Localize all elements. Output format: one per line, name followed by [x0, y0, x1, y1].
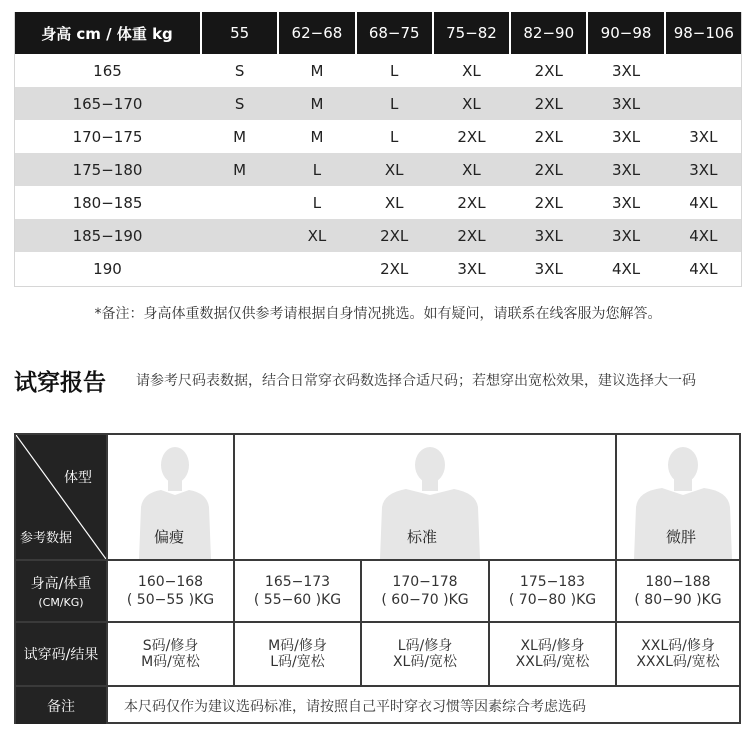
table-cell: 3XL: [611, 61, 641, 80]
measure-cell: [617, 561, 739, 621]
measure-cell: [362, 561, 488, 621]
table-cell: 4XL: [611, 259, 641, 278]
header-cell: 身高 cm / 体重 kg: [14, 12, 201, 54]
height-range: 160−168: [137, 574, 204, 590]
table-cell: 2XL: [510, 153, 587, 186]
table-cell: 165: [93, 61, 122, 80]
table-cell: XL: [278, 219, 355, 252]
table-cell: 2XL: [510, 87, 587, 120]
header-cell: 62−68: [278, 12, 355, 54]
table-row: [14, 54, 742, 87]
table-cell: 2XL: [356, 219, 433, 252]
grid-line: [16, 621, 739, 623]
table-cell: L: [312, 193, 322, 212]
table-cell: M: [310, 127, 324, 146]
grid-line: [16, 559, 739, 561]
header-cell: 68−75: [356, 12, 433, 54]
weight-range: ( 50−55 )KG: [126, 592, 215, 608]
table-cell: 3XL: [611, 127, 641, 146]
table-row: [14, 186, 742, 219]
grid-line: [615, 435, 617, 685]
remark-row-label: 备注: [16, 687, 106, 724]
table-cell: 3XL: [587, 87, 664, 120]
table-cell: 4XL: [689, 259, 718, 278]
table-cell: [278, 252, 355, 285]
measure-label: 身高/体重: [30, 576, 92, 592]
table-cell: 2XL: [534, 127, 563, 146]
measure-row-label: [16, 561, 106, 621]
table-cell: 190: [93, 259, 122, 278]
table-cell: M: [233, 127, 247, 146]
table-row: [14, 219, 742, 252]
table-cell: L: [356, 87, 433, 120]
table-row: [14, 252, 742, 285]
fit-loose: XL码/宽松: [392, 654, 458, 670]
height-range: 180−188: [645, 574, 711, 590]
table-cell: 4XL: [665, 219, 742, 252]
table-cell: [201, 219, 278, 252]
result-cell: [108, 623, 233, 685]
size-chart-header-row: [14, 12, 742, 54]
height-range: 165−173: [264, 574, 331, 590]
table-cell: L: [278, 153, 355, 186]
grid-line: [360, 559, 362, 685]
grid-line: [233, 435, 235, 685]
result-cell: [235, 623, 360, 685]
result-cell: [362, 623, 488, 685]
table-cell: 2XL: [534, 61, 563, 80]
report-title: 试穿报告: [14, 370, 106, 396]
header-cell: 98−106: [665, 12, 742, 54]
table-cell: 2XL: [433, 219, 510, 252]
result-cell: [490, 623, 615, 685]
corner-reference-label: 参考数据: [20, 531, 73, 546]
height-range: 175−183: [519, 574, 586, 590]
table-cell: 3XL: [689, 127, 718, 146]
table-cell: [201, 252, 278, 285]
measure-cell: [108, 561, 233, 621]
table-cell: XL: [433, 87, 510, 120]
table-cell: 3XL: [534, 259, 563, 278]
table-cell: 2XL: [457, 127, 486, 146]
corner-body-type-label: 体型: [64, 470, 92, 486]
table-cell: XL: [356, 153, 433, 186]
table-cell: 3XL: [457, 259, 486, 278]
measure-cell: [490, 561, 615, 621]
fit-loose: XXL码/宽松: [515, 654, 590, 670]
table-cell: [201, 186, 278, 219]
fit-slim: S码/修身: [142, 638, 199, 654]
body-type-plus: 微胖: [666, 528, 697, 546]
table-cell: 4XL: [689, 193, 718, 212]
table-cell: 170−175: [72, 127, 143, 146]
size-chart-table: [14, 12, 742, 285]
table-cell: 2XL: [534, 193, 563, 212]
table-cell: 3XL: [587, 153, 664, 186]
table-cell: XL: [462, 61, 481, 80]
result-row-label: 试穿码/结果: [16, 623, 106, 685]
report-subtitle: 请参考尺码表数据，结合日常穿衣码数选择合适尺码；若想穿出宽松效果，建议选择大一码: [136, 373, 696, 389]
table-cell: 185−190: [14, 219, 201, 252]
fit-loose: XXXL码/宽松: [636, 654, 720, 670]
table-cell: M: [201, 153, 278, 186]
table-cell: 3XL: [665, 153, 742, 186]
header-cell: 90−98: [587, 12, 664, 54]
table-cell: 165−170: [14, 87, 201, 120]
table-cell: 3XL: [510, 219, 587, 252]
table-cell: 3XL: [611, 193, 641, 212]
table-cell: XL: [384, 193, 404, 212]
table-cell: S: [234, 61, 245, 80]
table-cell: 180−185: [72, 193, 143, 212]
table-row: [14, 120, 742, 153]
table-cell: XL: [433, 153, 510, 186]
table-cell: [665, 54, 742, 87]
table-cell: L: [390, 127, 399, 146]
table-cell: L: [390, 61, 399, 80]
weight-range: ( 80−90 )KG: [634, 592, 722, 608]
table-cell: M: [310, 61, 324, 80]
remark-text: 本尺码仅作为建议选码标准，请按照自己平时穿衣习惯等因素综合考虑选码: [124, 698, 586, 715]
fitting-report-table: [14, 433, 741, 724]
fit-slim: XXL码/修身: [641, 638, 715, 654]
grid-line: [16, 685, 739, 687]
corner-header: [16, 435, 106, 559]
body-type-slim: 偏瘦: [154, 528, 185, 546]
height-range: 170−178: [392, 574, 458, 590]
fit-loose: M码/宽松: [141, 654, 200, 670]
table-cell: M: [278, 87, 355, 120]
table-cell: [665, 87, 742, 120]
fit-slim: L码/修身: [397, 638, 453, 654]
table-row: [14, 153, 742, 186]
fit-loose: L码/宽松: [270, 654, 325, 670]
table-row: [14, 87, 742, 120]
fit-slim: M码/修身: [268, 638, 327, 654]
size-chart-note: *备注：身高体重数据仅供参考请根据自身情况挑选。如有疑问，请联系在线客服为您解答。: [94, 306, 662, 322]
table-cell: 3XL: [587, 219, 664, 252]
table-cell: 175−180: [14, 153, 201, 186]
measure-unit: (CM/KG): [38, 596, 84, 609]
grid-line: [488, 559, 490, 685]
measure-cell: [235, 561, 360, 621]
header-cell: 82−90: [510, 12, 587, 54]
table-cell: 2XL: [457, 193, 486, 212]
weight-range: ( 60−70 )KG: [381, 592, 469, 608]
body-type-standard: 标准: [407, 528, 438, 546]
result-cell: [617, 623, 739, 685]
weight-range: ( 55−60 )KG: [253, 592, 342, 608]
fit-slim: XL码/修身: [520, 638, 585, 654]
weight-range: ( 70−80 )KG: [508, 592, 597, 608]
header-cell: 55: [201, 12, 278, 54]
grid-line: [106, 435, 108, 722]
table-cell: S: [201, 87, 278, 120]
table-cell: 2XL: [380, 259, 409, 278]
header-cell: 75−82: [433, 12, 510, 54]
